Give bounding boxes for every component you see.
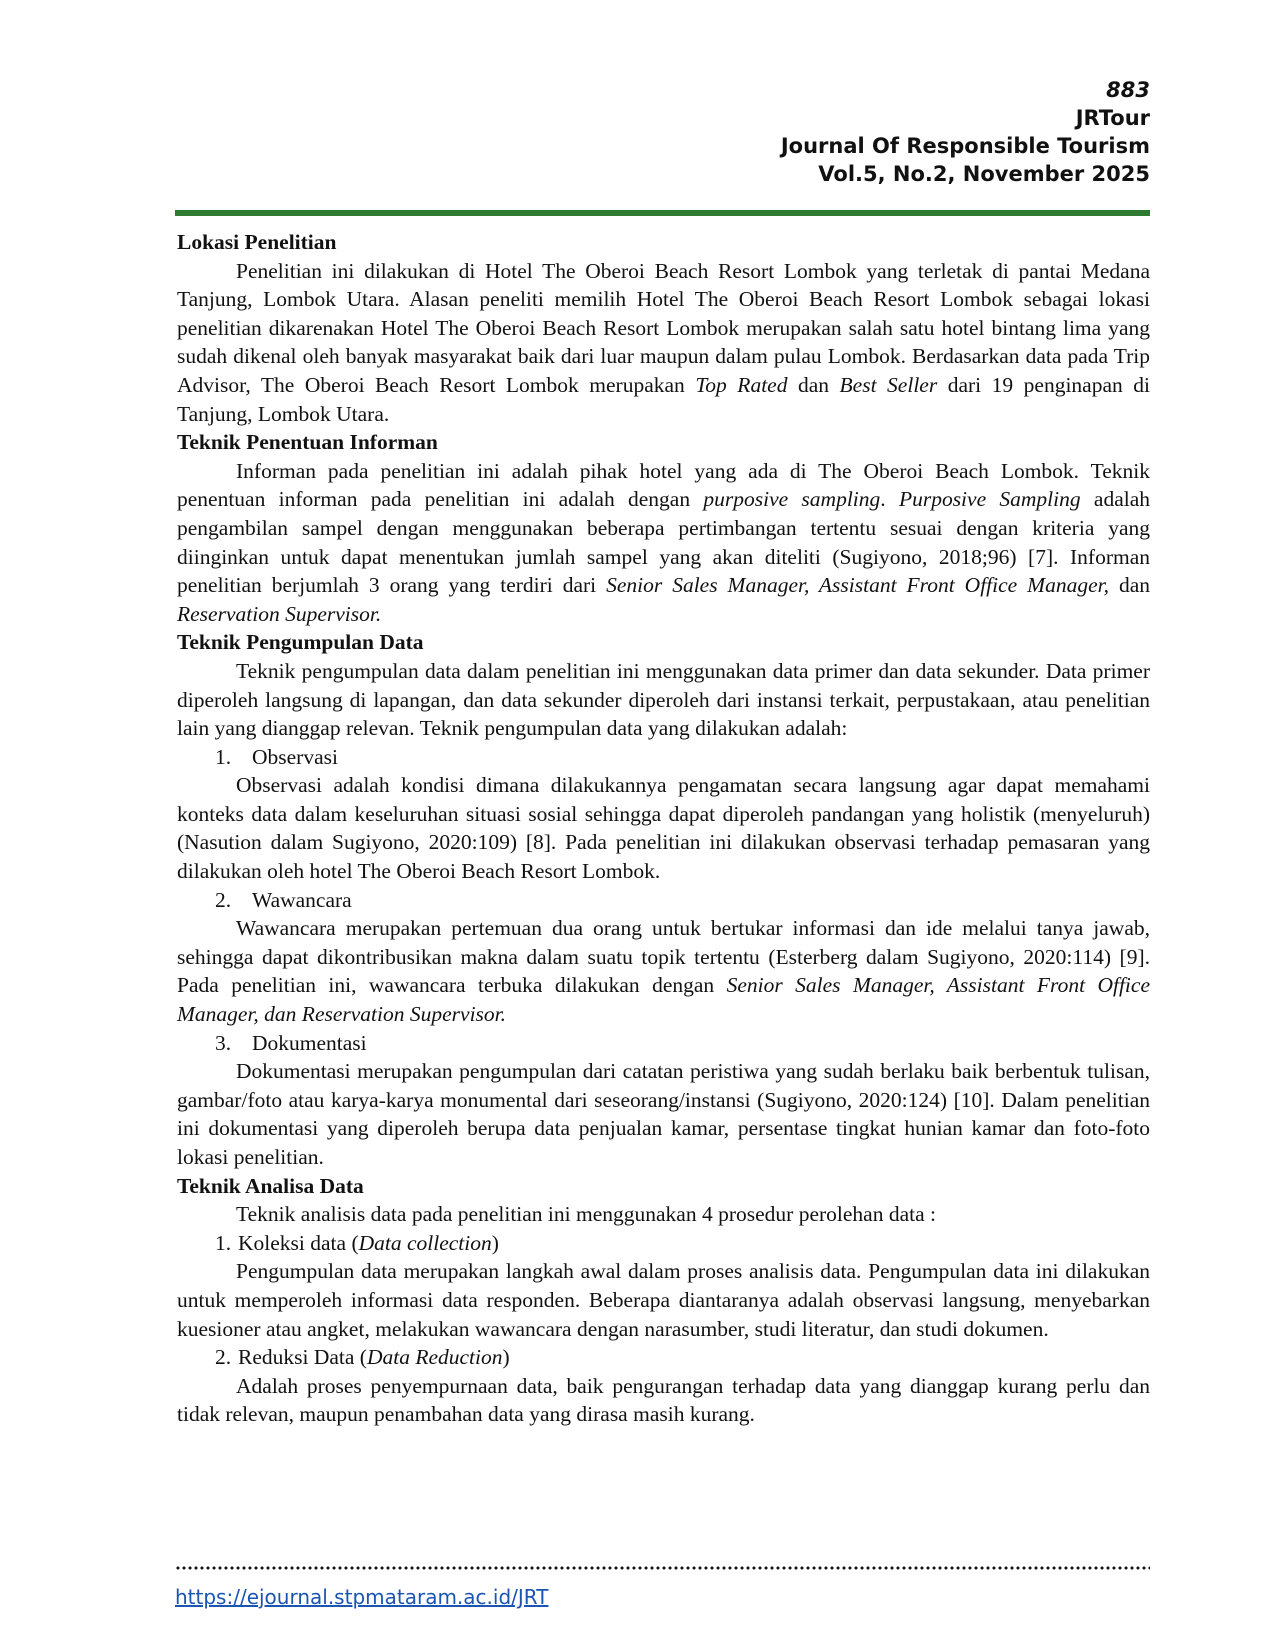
- text-run-italic: purposive sampling: [703, 487, 881, 512]
- paragraph-pengumpulan: Teknik pengumpulan data dalam penelitian ini menggunakan data primer dan data sekunder. Data primer diperoleh langsung di lapangan, dan data sekunder diperoleh dari instansi terkait, perpustakaan, atau penelitian lain yang dianggap relevan. Teknik pengumpulan data yang dilakukan adalah:: [177, 658, 1150, 741]
- list-item-title: [238, 1343, 510, 1372]
- text-run-italic: Senior Sales Manager, Assistant Front Office Manager, dan Reservation Supervisor.: [177, 973, 1150, 1027]
- text-run: dan: [1108, 573, 1150, 598]
- list-item-reduksi: [215, 1343, 1150, 1372]
- text-run: ): [491, 1230, 499, 1255]
- list-item-text: Adalah proses penyempurnaan data, baik pengurangan terhadap data yang dianggap kurang perlu dan tidak relevan, maupun penambahan data yang dirasa masih kurang.: [177, 1373, 1150, 1427]
- text-run-italic: Top Rated: [695, 372, 788, 397]
- text-run-italic: Data collection: [358, 1230, 492, 1255]
- list-item-observasi: [215, 743, 1150, 772]
- list-item-title: [238, 1229, 499, 1258]
- text-run-italic: Purposive Sampling: [898, 487, 1081, 512]
- text-run: dan: [787, 372, 840, 397]
- text-run: ): [502, 1345, 510, 1370]
- text-run-italic: Reservation Supervisor.: [177, 601, 382, 626]
- text-run: Informan pada penelitian ini adalah pihak hotel yang ada di The Oberoi Beach Lombok. Teknik penentuan informan pada penelitian ini adalah dengan: [177, 458, 1150, 512]
- journal-full-name: Journal Of Responsible Tourism: [780, 134, 1150, 158]
- text-run-italic: Best Seller: [839, 372, 938, 397]
- paragraph-informan: [177, 457, 1150, 629]
- list-item-text: Dokumentasi merupakan pengumpulan dari catatan peristiwa yang sudah berlaku baik berbentuk tulisan, gambar/foto atau karya-karya monumental dari seseorang/instansi (Sugiyono, 2020:124) [10]. Dalam penelitian ini dokumentasi yang diperoleh berupa data penjualan kamar, persentase tingkat hunian kamar dan foto-foto lokasi penelitian.: [177, 1059, 1150, 1169]
- text-run-italic: Data Reduction: [366, 1345, 503, 1370]
- text-run: .: [880, 487, 899, 512]
- list-item-title: Observasi: [252, 744, 338, 769]
- list-item-wawancara: [215, 886, 1150, 915]
- footer-dotted-divider: [175, 1566, 1150, 1570]
- page-content: [177, 228, 1150, 1429]
- paragraph-analisa: Teknik analisis data pada penelitian ini menggunakan 4 prosedur perolehan data :: [236, 1202, 936, 1227]
- text-run: Wawancara merupakan pertemuan dua orang untuk bertukar informasi dan ide melalui tanya jawab, sehingga dapat dikontribusikan makna dalam suatu topik tertentu (Esterberg dalam Sugiyono, 2020:114) [9]. Pada penelitian ini, wawancara terbuka dilakukan dengan: [177, 916, 1150, 998]
- section-heading-analisa: Teknik Analisa Data: [177, 1173, 364, 1198]
- section-heading-lokasi: Lokasi Penelitian: [177, 230, 337, 254]
- text-run: dari 19 penginapan di Tanjung, Lombok Utara.: [177, 372, 1151, 426]
- section-heading-pengumpulan: Teknik Pengumpulan Data: [177, 630, 424, 655]
- list-item-dokumentasi: [215, 1029, 1150, 1058]
- section-heading-informan: Teknik Penentuan Informan: [177, 430, 438, 455]
- list-item-koleksi: [215, 1229, 1150, 1258]
- list-number: 1.: [215, 1230, 232, 1255]
- list-item-text: [177, 914, 1150, 1028]
- page-number: 883: [1106, 78, 1150, 102]
- journal-header: [781, 76, 1150, 188]
- footer-journal-link[interactable]: https://ejournal.stpmataram.ac.id/JRT: [175, 1585, 549, 1609]
- text-run: Penelitian ini dilakukan di Hotel The Oberoi Beach Resort Lombok yang terletak di pantai Medana Tanjung, Lombok Utara. Alasan peneliti memilih Hotel The Oberoi Beach Resort Lombok sebagai lokasi penelitian dikarenakan Hotel The Oberoi Beach Resort Lombok merupakan salah satu hotel bintang lima yang sudah dikenal oleh banyak masyarakat baik dari luar maupun dalam pulau Lombok. Berdasarkan data pada Trip Advisor, The Oberoi Beach Resort Lombok merupakan: [177, 258, 1150, 397]
- list-item-title: Dokumentasi: [252, 1030, 367, 1055]
- list-number: 1.: [215, 744, 232, 769]
- paragraph-lokasi: [177, 257, 1150, 429]
- list-number: 2.: [215, 1345, 232, 1370]
- list-item-text: Observasi adalah kondisi dimana dilakukannya pengamatan secara langsung agar dapat memahami konteks data dalam keseluruhan situasi sosial sehingga dapat diperoleh pandangan yang holistik (menyeluruh) (Nasution dalam Sugiyono, 2020:109) [8]. Pada penelitian ini dilakukan observasi terhadap pemasaran yang dilakukan oleh hotel The Oberoi Beach Resort Lombok.: [177, 773, 1150, 884]
- list-item-text: Pengumpulan data merupakan langkah awal dalam proses analisis data. Pengumpulan data ini dilakukan untuk memperoleh informasi data responden. Beberapa diantaranya adalah observasi langsung, menyebarkan kuesioner atau angket, melakukan wawancara dengan narasumber, studi literatur, dan studi dokumen.: [177, 1259, 1150, 1341]
- journal-volume: Vol.5, No.2, November 2025: [818, 162, 1150, 186]
- text-run: Koleksi data (: [238, 1230, 359, 1255]
- list-item-title: Wawancara: [252, 887, 352, 912]
- text-run: Reduksi Data (: [238, 1345, 367, 1370]
- text-run-italic: Senior Sales Manager, Assistant Front Office Manager,: [606, 573, 1109, 598]
- list-number: 3.: [215, 1030, 232, 1055]
- list-number: 2.: [215, 887, 232, 912]
- text-run: adalah pengambilan sampel dengan menggunakan beberapa pertimbangan tertentu sesuai dengan kriteria yang diinginkan untuk dapat menentukan jumlah sampel yang akan diteliti (Sugiyono, 2018;96) [7]. Informan penelitian berjumlah 3 orang yang terdiri dari: [177, 487, 1151, 598]
- journal-short-name: JRTour: [1075, 106, 1150, 130]
- header-divider: [175, 210, 1150, 216]
